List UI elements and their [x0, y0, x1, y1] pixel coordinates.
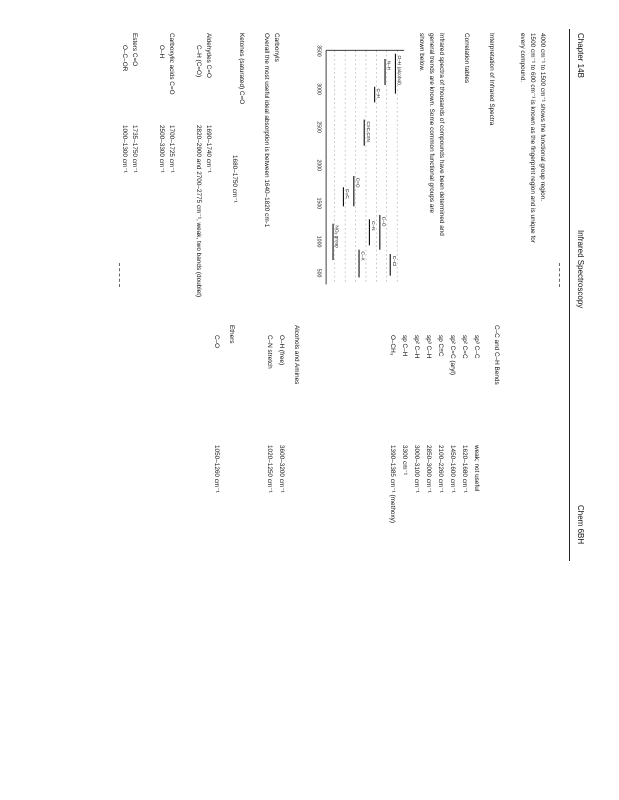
separator-dash-bottom	[119, 263, 120, 287]
tick-500: 500	[315, 268, 322, 278]
correlation-text-2: general trends are known. Some common functional groups are	[428, 33, 435, 214]
ch-row-6-value: 3000–3100 cm⁻¹	[413, 445, 420, 493]
chart-label-cx: C–X	[359, 251, 365, 261]
tick-1000: 1000	[315, 235, 322, 248]
chart-bars	[333, 54, 395, 278]
ch-row-2-value: 1620–1680 cm⁻¹	[461, 445, 468, 493]
ch-row-4-value: 2100–2260 cm⁻¹	[437, 445, 444, 493]
ch-row-7-value: 3300 cm⁻¹	[401, 445, 408, 476]
ch-row-8-value: 1390–1385 cm⁻¹ (methoxy)	[389, 445, 396, 523]
alc-row-2-value: 1020–1250 cm⁻¹	[266, 445, 273, 493]
chart-label-no2: NO₂ group	[333, 225, 339, 248]
tick-2000: 2000	[315, 159, 322, 172]
ch-row-8-bond: O–CH₃	[389, 335, 396, 356]
chart-label-cc: C=C	[344, 189, 350, 199]
acids-value-1: 1700–1725 cm⁻¹	[168, 125, 175, 173]
alcohols-heading: Alcohols and Amines	[293, 325, 300, 385]
ch-row-6-bond: sp² C–H	[413, 335, 420, 359]
tick-1500: 1500	[315, 197, 322, 210]
ch-row-1-value: weak; not useful	[473, 445, 480, 492]
correlation-text-1: Infrared spectra of thousands of compounds have been determined and	[438, 33, 445, 236]
ch-row-5-bond: sp³ C–H	[425, 335, 432, 359]
chart-label-ccl: C–Cl	[390, 255, 396, 267]
carbonyls-heading: Carbonyls	[273, 33, 280, 62]
alc-row-1-value: 3600–3200 cm⁻¹	[278, 445, 285, 493]
chart-label-oh: O–H (alcohol)	[396, 55, 402, 85]
chart-label-triple: C≡C,C≡N	[364, 121, 370, 142]
acids-sub: O–H	[158, 45, 165, 59]
aldehydes-value-1: 1690–1740 cm⁻¹	[205, 125, 212, 173]
ethers-bond: C–O	[213, 335, 220, 349]
tick-3500: 3500	[315, 45, 322, 57]
chart-label-c-o: C–O	[380, 216, 386, 227]
chart-label-co: C=O	[354, 177, 360, 188]
interpreting-heading: Interpretation of Infrared Spectra	[488, 33, 495, 126]
landscape-sheet	[70, 25, 590, 565]
acids-label: Carboxylic acids C=O	[168, 33, 175, 95]
alc-row-2-bond: C–N stretch	[266, 335, 273, 369]
correlation-heading: Correlation tables	[463, 33, 470, 84]
ethers-heading: Ethers	[228, 325, 235, 344]
page-title: Infrared Spectroscopy	[576, 230, 585, 309]
ch-bends-heading: C–C and C–H Bends	[493, 325, 500, 385]
aldehydes-label: Aldehydes C=O	[205, 33, 212, 78]
esters-label: Esters C=O	[131, 33, 138, 67]
intro-line-2: 1500 cm⁻¹ to 600 cm⁻¹ is known as the fingerprint region and is unique for	[529, 33, 536, 243]
tick-2500: 2500	[315, 121, 322, 133]
correlation-text-3: shown below.	[418, 33, 425, 72]
acids-value-2: 2500–3300 cm⁻¹	[158, 125, 165, 173]
ch-row-5-value: 2850–3000 cm⁻¹	[425, 445, 432, 493]
correlation-chart	[302, 33, 410, 293]
ch-row-1-bond: sp³ C–C	[473, 335, 480, 359]
ketones-label: Ketones (saturated) C=O	[238, 33, 245, 105]
ethers-value: 1050–1260 cm⁻¹	[213, 445, 220, 493]
esters-sub: O–C–OR	[121, 45, 128, 72]
esters-value-2: 1000–1300 cm⁻¹	[121, 125, 128, 173]
intro-line-1: 4000 cm⁻¹ to 1500 cm⁻¹ shows the functional group region.	[539, 33, 546, 202]
header-rule	[569, 29, 570, 561]
ketones-value: 1680–1750 cm⁻¹	[231, 155, 238, 203]
chart-label-cn: C–N	[370, 221, 376, 231]
rotated-content	[70, 25, 590, 565]
carbonyls-overall: Overall the most useful ideal absorption is between 1640–1820 cm-1	[263, 33, 270, 228]
ch-row-7-bond: sp C–H	[401, 335, 408, 357]
chart-label-ch: C–H	[375, 88, 381, 98]
esters-value-1: 1735–1750 cm⁻¹	[131, 125, 138, 173]
ch-row-3-value: 1450–1600 cm⁻¹	[449, 445, 456, 493]
aldehydes-value-2: 2820–2900 and 2700–2775 cm⁻¹, weak, two bands (doublet)	[195, 125, 202, 298]
ch-row-2-bond: sp² C=C	[461, 335, 468, 359]
chart-grid	[335, 50, 397, 284]
ch-row-4-bond: sp C≡C	[437, 335, 444, 357]
alc-row-1-bond: O–H (free)	[278, 335, 285, 366]
chart-x-ticks	[315, 45, 321, 277]
intro-line-3: every compound.	[519, 33, 526, 83]
tick-3000: 3000	[315, 83, 322, 95]
course-label: Chem 6BH	[576, 505, 585, 545]
chart-labels	[334, 56, 402, 267]
separator-dash-top	[559, 263, 560, 287]
ch-row-3-bond: sp² C=C (aryl)	[449, 335, 456, 375]
chapter-label: Chapter 14B	[576, 33, 585, 78]
aldehydes-sub: C–H (C=O)	[195, 45, 202, 78]
chart-label-nh: N–H	[385, 60, 391, 71]
